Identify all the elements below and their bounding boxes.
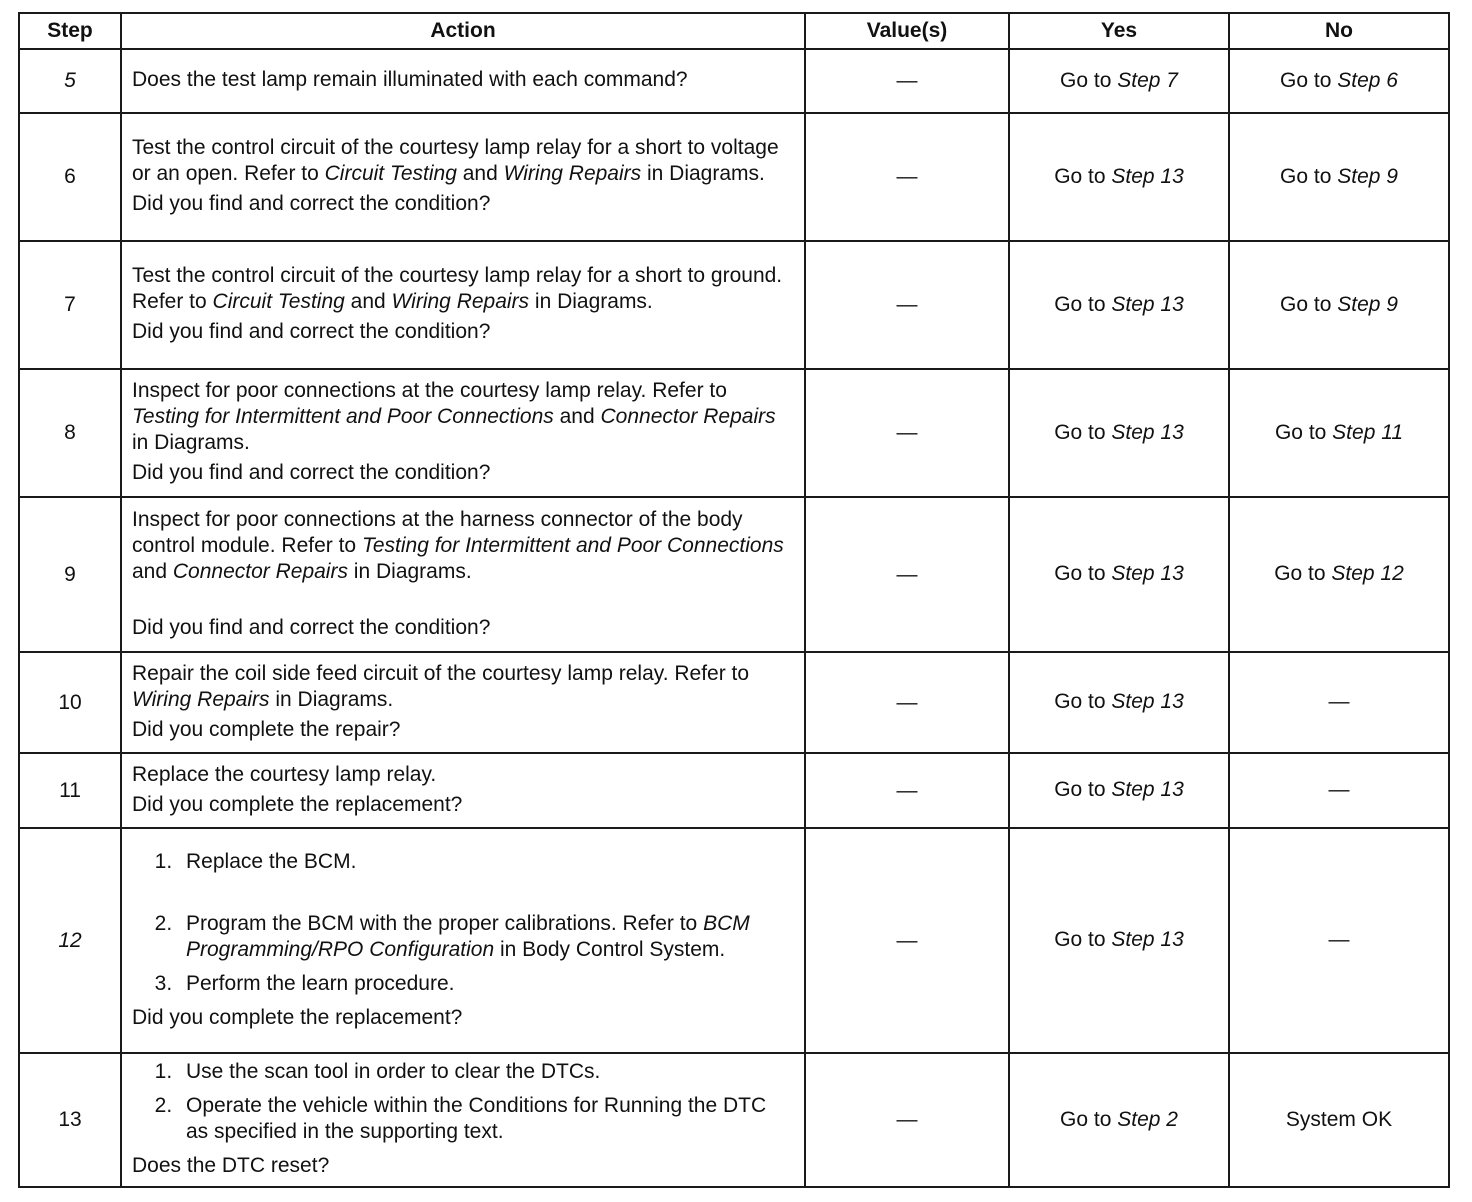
yes-cell [1009, 113, 1229, 241]
no-prefix: Go to [1274, 562, 1332, 585]
action-list [132, 849, 792, 997]
step-number: 7 [19, 241, 121, 369]
no-prefix: Go to [1274, 420, 1333, 444]
action-text-part: in Diagrams. [132, 431, 250, 454]
yes-step-ref: Step 13 [1111, 292, 1184, 316]
no-prefix: Go to [1280, 164, 1338, 188]
yes-prefix: Go to [1060, 1107, 1118, 1131]
action-cell [121, 1053, 805, 1187]
action-text-part: in Diagrams. [347, 559, 472, 583]
no-step-ref: Step 11 [1332, 420, 1404, 444]
value-cell: — [805, 753, 1009, 828]
step-number: 12 [19, 828, 121, 1053]
yes-cell [1009, 828, 1229, 1053]
table-row [19, 113, 1449, 241]
yes-step-ref: Step 13 [1111, 562, 1184, 585]
action-question: Did you complete the repair? [132, 717, 401, 741]
list-item: 3. Perform the learn procedure. [178, 971, 792, 997]
step-number: 8 [19, 369, 121, 497]
no-step-ref: Step 6 [1337, 68, 1398, 92]
action-question: Did you find and correct the condition? [132, 615, 491, 639]
yes-cell [1009, 369, 1229, 497]
value-cell: — [805, 369, 1009, 497]
action-text-part: and [132, 559, 173, 583]
value-cell: — [805, 241, 1009, 369]
table-row [19, 1053, 1449, 1187]
no-cell: — [1229, 753, 1449, 828]
no-cell: System OK [1229, 1053, 1449, 1187]
action-ref: Connector Repairs [172, 559, 348, 583]
action-ref: Circuit Testing [324, 162, 457, 185]
header-action: Action [121, 13, 805, 49]
no-cell [1229, 49, 1449, 113]
list-item: 1. Use the scan tool in order to clear the DTCs. [178, 1059, 792, 1085]
action-question: Did you find and correct the condition? [132, 192, 491, 215]
action-cell [121, 113, 805, 241]
table-row [19, 49, 1449, 113]
value-cell: — [805, 497, 1009, 652]
step-number: 6 [19, 113, 121, 241]
action-question: Did you find and correct the condition? [132, 461, 491, 484]
action-text [132, 507, 792, 585]
yes-step-ref: Step 7 [1117, 68, 1178, 92]
action-text [132, 378, 792, 456]
action-cell [121, 497, 805, 652]
value-cell: — [805, 652, 1009, 753]
yes-cell [1009, 753, 1229, 828]
yes-prefix: Go to [1054, 562, 1112, 585]
yes-prefix: Go to [1054, 928, 1112, 951]
action-question: Did you find and correct the condition? [132, 320, 491, 343]
action-text [132, 661, 792, 713]
action-ref: Connector Repairs [600, 405, 776, 428]
action-cell [121, 49, 805, 113]
yes-step-ref: Step 13 [1111, 420, 1184, 444]
action-text-part: Repair the coil side feed circuit of the courtesy lamp relay. Refer to [132, 661, 750, 685]
action-cell [121, 369, 805, 497]
action-text-part: Program the BCM with the proper calibrations. Refer to [186, 911, 704, 935]
action-text: Replace the courtesy lamp relay. [132, 762, 437, 786]
no-step-ref: Step 12 [1331, 562, 1404, 585]
header-step: Step [19, 13, 121, 49]
action-text-part: and [553, 405, 601, 428]
yes-cell [1009, 652, 1229, 753]
list-item: 2. Operate the vehicle within the Conditions for Running the DTC as specified in the supporting text. [178, 1093, 792, 1145]
no-step-ref: Step 9 [1337, 164, 1398, 188]
no-cell [1229, 369, 1449, 497]
action-text-part: in Body Control System. [494, 937, 726, 961]
table-row [19, 828, 1449, 1053]
action-text [132, 135, 792, 187]
yes-cell [1009, 49, 1229, 113]
yes-step-ref: Step 13 [1111, 928, 1184, 951]
yes-prefix: Go to [1054, 292, 1112, 316]
no-step-ref: Step 9 [1337, 292, 1398, 316]
action-ref: Wiring Repairs [391, 290, 530, 313]
step-number: 10 [19, 652, 121, 753]
no-prefix: Go to [1280, 68, 1338, 92]
value-cell: — [805, 49, 1009, 113]
yes-prefix: Go to [1054, 164, 1112, 188]
value-cell: — [805, 113, 1009, 241]
action-question: Did you complete the replacement? [132, 792, 463, 816]
value-cell: — [805, 1053, 1009, 1187]
list-item: 1. Replace the BCM. [178, 849, 792, 875]
value-cell: — [805, 828, 1009, 1053]
table-row [19, 497, 1449, 652]
step-number: 13 [19, 1053, 121, 1187]
yes-step-ref: Step 2 [1117, 1107, 1178, 1131]
action-text-part: and [344, 290, 392, 313]
no-cell [1229, 113, 1449, 241]
action-question: Did you complete the replacement? [132, 1005, 463, 1029]
yes-prefix: Go to [1054, 690, 1112, 713]
table-row [19, 369, 1449, 497]
action-ref: Testing for Intermittent and Poor Connections [132, 405, 554, 428]
table-row [19, 652, 1449, 753]
action-text-part: in Diagrams. [529, 290, 653, 313]
action-list [132, 1059, 792, 1145]
action-ref: Wiring Repairs [132, 687, 270, 711]
yes-prefix: Go to [1054, 420, 1112, 444]
step-number: 5 [19, 49, 121, 113]
action-cell [121, 753, 805, 828]
yes-step-ref: Step 13 [1111, 778, 1184, 801]
header-row [19, 13, 1449, 49]
yes-prefix: Go to [1054, 778, 1112, 801]
action-text-part: in Diagrams. [641, 162, 765, 185]
no-cell: — [1229, 828, 1449, 1053]
table-row [19, 241, 1449, 369]
action-text-part: Test the control circuit of the courtesy lamp relay for a short to voltage or an open. Refer to [132, 136, 779, 185]
action-text-part: Test the control circuit of the courtesy lamp relay for a short to ground. Refer to [132, 264, 783, 313]
action-text [132, 263, 792, 315]
action-ref: Testing for Intermittent and Poor Connections [361, 533, 784, 557]
action-ref: BCM Programming/RPO Configuration [186, 911, 750, 961]
action-question: Does the DTC reset? [132, 1154, 330, 1177]
action-ref: Circuit Testing [212, 290, 345, 313]
diagnostic-table [18, 12, 1450, 1188]
header-no: No [1229, 13, 1449, 49]
action-ref: Wiring Repairs [503, 162, 642, 185]
step-number: 11 [19, 753, 121, 828]
yes-step-ref: Step 13 [1111, 164, 1184, 188]
action-cell [121, 652, 805, 753]
action-text-part: Inspect for poor connections at the harness connector of the body control module. Refer to [132, 507, 743, 557]
yes-step-ref: Step 13 [1111, 690, 1184, 713]
yes-cell [1009, 497, 1229, 652]
no-cell [1229, 497, 1449, 652]
table-row [19, 753, 1449, 828]
yes-cell [1009, 1053, 1229, 1187]
no-prefix: Go to [1280, 292, 1338, 316]
no-cell [1229, 241, 1449, 369]
list-item [178, 911, 792, 963]
step-number: 9 [19, 497, 121, 652]
action-text-part: and [456, 162, 504, 185]
header-values: Value(s) [805, 13, 1009, 49]
action-cell [121, 241, 805, 369]
action-cell [121, 828, 805, 1053]
no-cell: — [1229, 652, 1449, 753]
header-yes: Yes [1009, 13, 1229, 49]
action-text-part: in Diagrams. [269, 687, 394, 711]
action-text-part: Inspect for poor connections at the courtesy lamp relay. Refer to [132, 379, 727, 402]
yes-cell [1009, 241, 1229, 369]
action-text: Does the test lamp remain illuminated with each command? [132, 68, 688, 91]
yes-prefix: Go to [1060, 68, 1118, 92]
